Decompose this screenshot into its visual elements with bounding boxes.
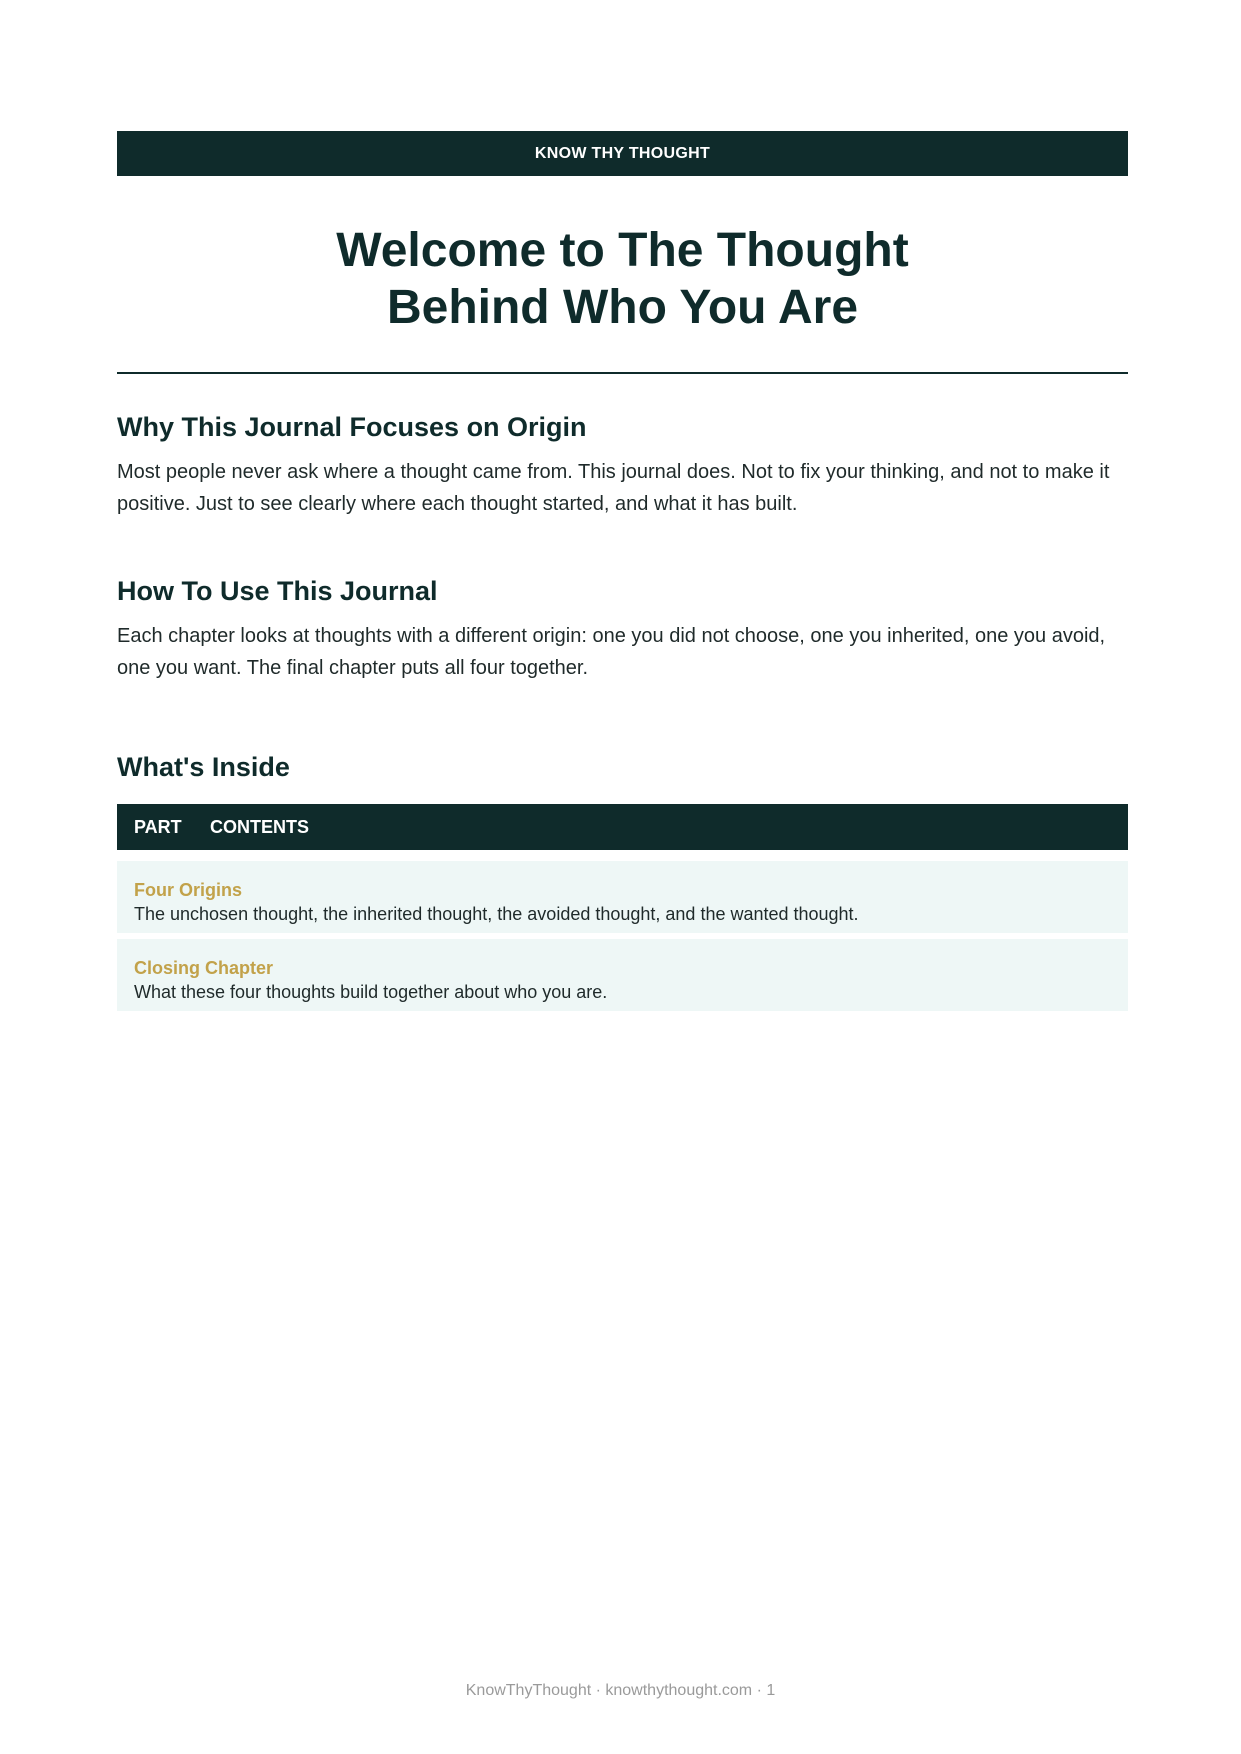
row-title: Four Origins <box>134 880 242 900</box>
row-description: What these four thoughts build together about who you are. <box>134 982 608 1002</box>
contents-table-header <box>117 804 1128 850</box>
section-heading-how-to-use: How To Use This Journal <box>117 576 438 606</box>
row-description: The unchosen thought, the inherited thought, the avoided thought, and the wanted thought. <box>134 904 859 924</box>
page-title <box>117 222 1128 336</box>
brand-banner <box>117 131 1128 176</box>
title-line-1: Welcome to The Thought <box>336 224 909 277</box>
document-page <box>117 131 1128 1011</box>
title-line-2: Behind Who You Are <box>386 281 859 334</box>
section-heading-whats-inside: What's Inside <box>117 752 290 782</box>
title-divider <box>117 372 1128 374</box>
contents-row-four-origins <box>117 861 1128 933</box>
section-body-origin: Most people never ask where a thought came from. This journal does. Not to fix your thinking, and not to make it positive. Just to see clearly where each thought started, and what it has built. <box>117 461 1110 515</box>
row-title: Closing Chapter <box>134 958 274 978</box>
page-footer: KnowThyThought · knowthythought.com · 1 <box>465 1682 776 1699</box>
section-heading-origin: Why This Journal Focuses on Origin <box>117 412 587 442</box>
section-body-how-to-use: Each chapter looks at thoughts with a different origin: one you did not choose, one you inherited, one you avoid, one you want. The final chapter puts all four together. <box>117 625 1106 679</box>
column-header-contents: CONTENTS <box>210 816 309 837</box>
column-header-part: PART <box>134 816 182 837</box>
contents-row-closing-chapter <box>117 939 1128 1011</box>
brand-name: KNOW THY THOUGHT <box>534 144 711 162</box>
